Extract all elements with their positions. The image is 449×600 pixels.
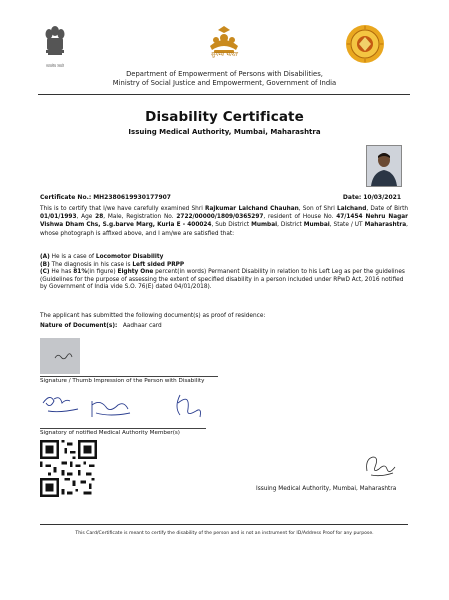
nature-value: Aadhaar card [122,323,162,329]
diagnosis: Left sided PRPP [132,261,185,268]
certificate-title: Disability Certificate [145,109,304,125]
thumb-signature-image [40,338,80,374]
state: Maharashtra [364,222,407,229]
department-line-2: Ministry of Social Justice and Empowerment, Government of India [112,79,337,87]
authority-signatures [40,389,220,427]
text: , Son of Shri [298,206,335,212]
text: The diagnosis in his case is [51,261,131,268]
issuing-authority-signature [359,451,399,481]
finding-b [40,262,408,270]
registration-number: 2722/00000/1809/0365297 [176,214,264,221]
finding-a [40,254,408,262]
national-emblem-icon [40,24,70,64]
sub-district: Mumbai [251,222,278,229]
authority-caption: Signatory of notified Medical Authority Member(s) [40,428,206,436]
header-divider [38,94,410,95]
father-name: Lalchand [337,206,367,212]
text: , Sub District [211,222,250,229]
certification-paragraph [40,205,408,238]
prefix: (B) [40,261,50,268]
address: 47/1454 Nehru Nagar Vishwa Dham Chs, S.g.barve Marg, Kurla E - 400024 [40,214,409,229]
text: , Male, Registration No. [103,214,174,221]
text: (in figure) [87,269,116,276]
department-line-1: Department of Empowerment of Persons with Disabilities, [126,70,323,78]
finding-c [40,269,408,292]
certificate-subtitle: Issuing Medical Authority, Mumbai, Maharashtra [128,128,321,136]
prefix: (C) [40,269,50,276]
certificate-number-label: Certificate No.: [40,194,92,201]
disability-type: Locomotor Disability [95,254,164,260]
text: , State / UT [329,222,363,229]
text: , resident of House No. [263,214,334,221]
findings-list [40,254,408,292]
certificate-number-value: MH2380619930177907 [93,194,171,201]
date-label: Date: [342,194,362,201]
text: He has [51,269,72,276]
issuing-authority-label: Issuing Medical Authority, Mumbai, Maharashtra [256,486,397,492]
disability-percent-words: Eighty One [117,269,154,276]
date-value: 10/03/2021 [363,194,401,201]
text: He is a case of [51,254,95,260]
state-seal-icon [345,24,385,64]
applicant-statement: The applicant has submitted the following document(s) as proof of residence: [40,313,266,319]
thumb-caption: Signature / Thumb Impression of the Person with Disability [40,376,218,384]
text: , Date of Birth [366,206,409,212]
district: Mumbai [303,222,330,229]
certificate-date [343,194,401,201]
text: This is to certify that I/we have carefully examined Shri [40,206,203,212]
date-of-birth: 01/01/1993 [40,214,77,221]
sugamya-bharat-logo-icon [196,24,252,66]
document-nature [40,323,162,329]
certificate-number [40,194,171,201]
emblem-caption: सत्यमेव जयते [46,64,64,68]
disability-percent: 81% [73,269,88,276]
person-name: Rajkumar Lalchand Chauhan [205,206,299,212]
age: 28 [95,214,104,221]
nature-label: Nature of Document(s): [40,323,118,329]
text: percent(in words) Permanent Disability in relation to his Left Leg as per the guidelines (Guidelines for the purpose of assessing the extent of specified disability in a person included under RPwD Act, 2016 notified by Government of India vide S.O. 76(E) dated 04/01/2018). [40,269,405,291]
qr-code-icon [40,440,97,497]
sugamya-caption: सुगम्य भारत [210,51,238,58]
footer-divider [40,524,408,525]
prefix: (A) [40,254,50,260]
text: , Age [76,214,93,221]
department-heading [0,70,449,88]
applicant-photo [366,145,402,187]
text: , whose photograph is affixed above, and I am/we are satisfied that: [40,222,409,237]
text: , District [277,222,302,229]
footer-note: This Card/Certificate is meant to certify the disability of the person and is not an instrument for ID/Address Proof for any purpose. [75,531,374,536]
